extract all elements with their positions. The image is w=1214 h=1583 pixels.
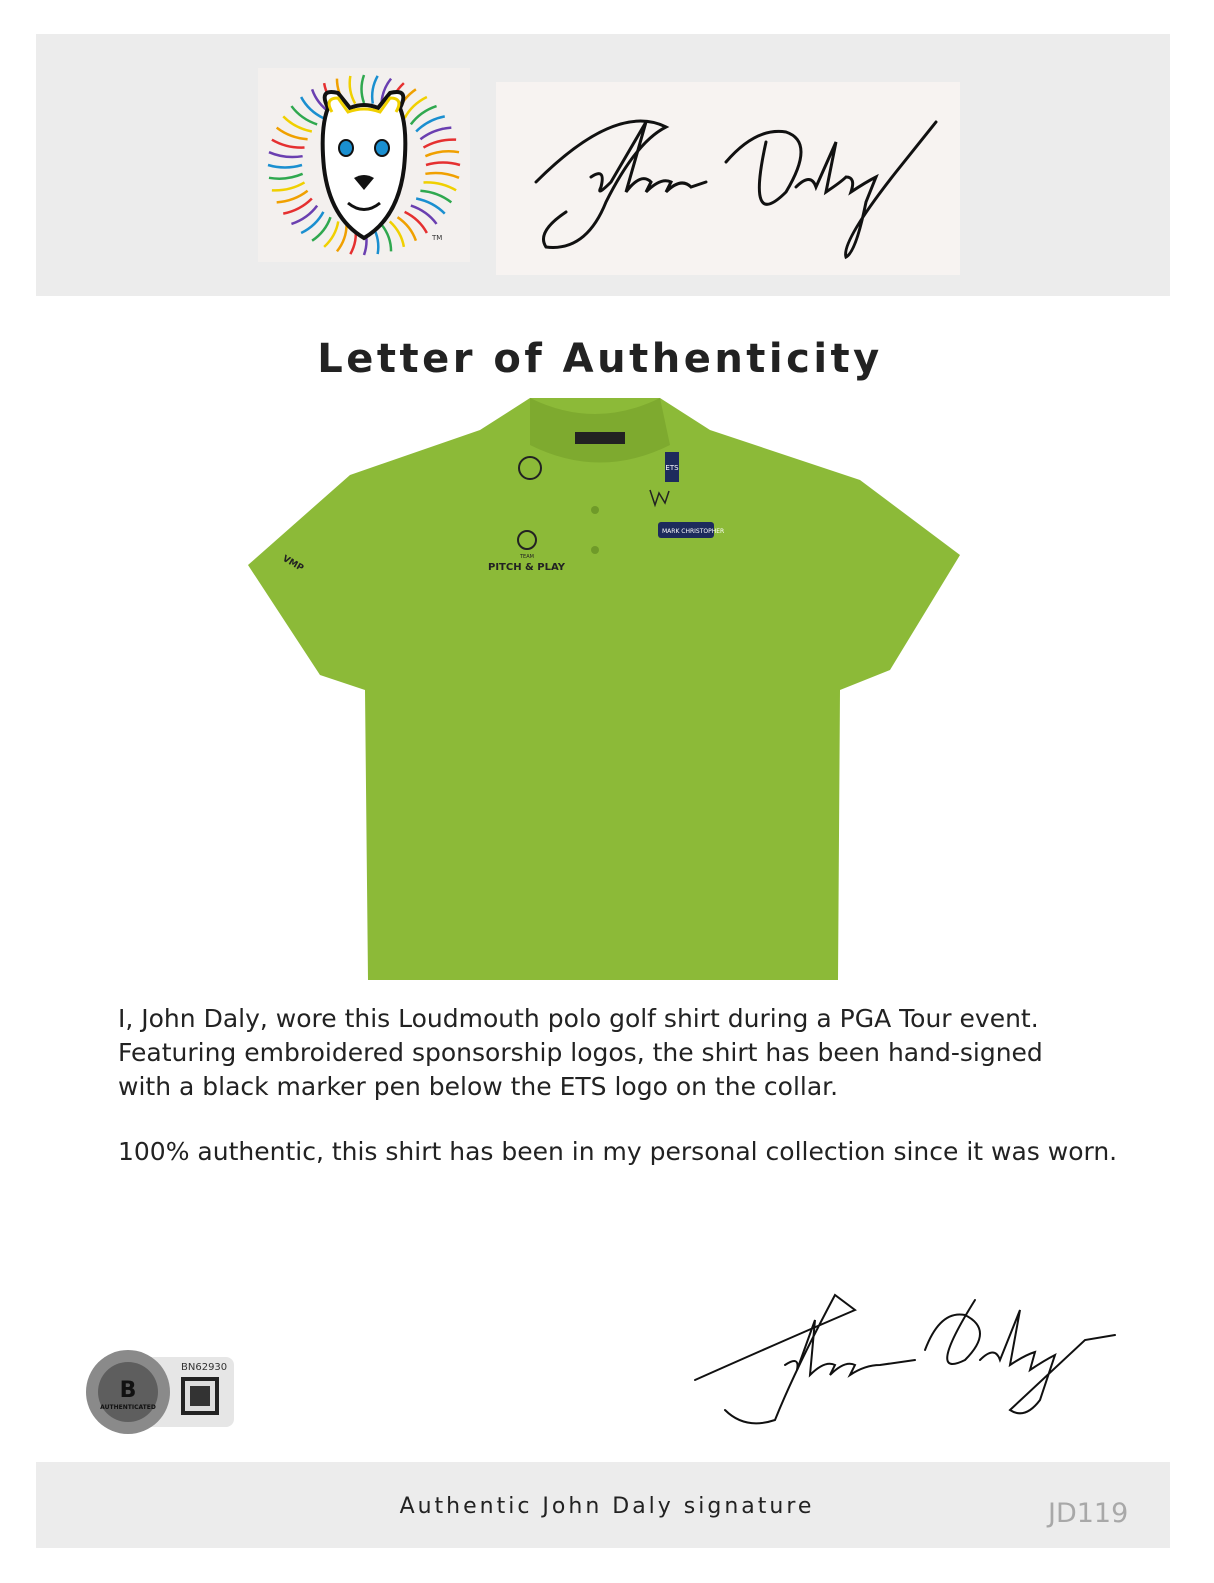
svg-text:TEAM: TEAM xyxy=(520,554,534,560)
lion-ray xyxy=(272,182,305,190)
svg-text:TM: TM xyxy=(432,234,443,242)
lion-ray xyxy=(405,97,427,118)
svg-text:B: B xyxy=(119,1378,137,1403)
lion-ray xyxy=(411,206,437,224)
lion-ray xyxy=(301,212,323,233)
lion-logo xyxy=(258,68,470,262)
lion-ray xyxy=(405,212,427,233)
footer-caption: Authentic John Daly signature xyxy=(399,1494,815,1519)
lion-ray xyxy=(411,106,437,124)
lion-ray xyxy=(416,199,445,214)
lion-ray xyxy=(312,217,330,241)
lion-ray xyxy=(425,151,459,156)
svg-text:AUTHENTICATED: AUTHENTICATED xyxy=(100,1404,156,1411)
description-paragraph xyxy=(118,1002,1118,1104)
beckett-authentication-sticker xyxy=(84,1345,239,1444)
lion-ray xyxy=(350,76,355,104)
svg-text:ETS: ETS xyxy=(665,464,679,472)
lion-ray xyxy=(272,140,305,148)
lion-ray xyxy=(390,221,404,246)
lion-ray xyxy=(362,75,365,103)
description-line: Featuring embroidered sponsorship logos, the shirt has been hand-signed xyxy=(118,1038,1043,1067)
lion-ray xyxy=(381,224,391,251)
svg-text:VMP: VMP xyxy=(280,553,306,574)
lion-ray xyxy=(277,191,308,203)
lion-ray xyxy=(372,76,377,104)
lion-ray xyxy=(268,165,302,168)
lion-ray xyxy=(423,140,456,148)
lion-ray xyxy=(423,182,456,190)
description-line: with a black marker pen below the ETS logo on the collar. xyxy=(118,1072,839,1101)
svg-text:MARK CHRISTOPHER: MARK CHRISTOPHER xyxy=(662,528,725,535)
signature xyxy=(685,1280,1125,1434)
lion-ray xyxy=(269,174,303,179)
polo-shirt-image xyxy=(240,390,970,1004)
certificate-code: JD119 xyxy=(1048,1498,1129,1529)
lion-ray xyxy=(425,173,459,178)
lion-ray xyxy=(426,163,460,166)
authenticity-statement: 100% authentic, this shirt has been in my personal collection since it was worn. xyxy=(118,1137,1118,1166)
sticker-serial: BN62930 xyxy=(181,1362,228,1373)
svg-text:PITCH & PLAY: PITCH & PLAY xyxy=(488,562,565,573)
description-line: I, John Daly, wore this Loudmouth polo golf shirt during a PGA Tour event. xyxy=(118,1004,1039,1033)
lion-ray xyxy=(283,116,312,131)
lion-ray xyxy=(291,106,317,124)
header-signature xyxy=(496,82,960,275)
page-title: Letter of Authenticity xyxy=(317,336,883,382)
lion-ray xyxy=(420,128,451,140)
lion-ray xyxy=(337,224,347,251)
lion-ray xyxy=(301,97,323,118)
lion-ray xyxy=(291,206,317,224)
lion-ray xyxy=(269,152,303,157)
